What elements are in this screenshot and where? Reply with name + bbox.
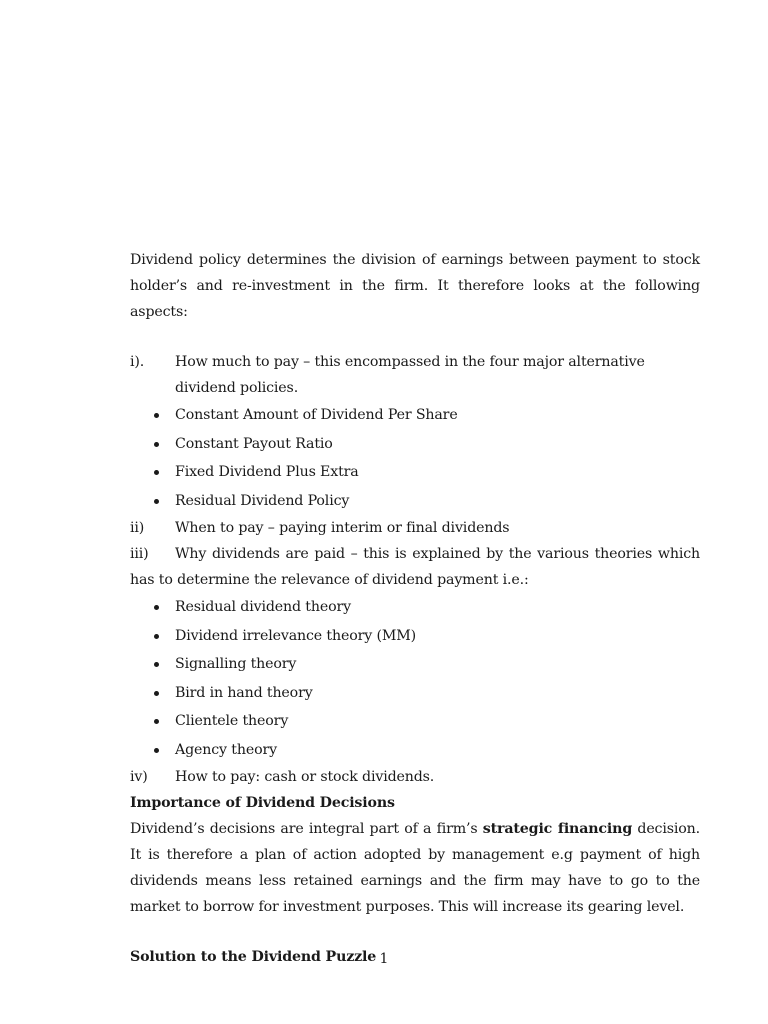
bullet-icon <box>154 413 159 418</box>
emphasis-text: strategic financing <box>482 821 633 837</box>
dividend-policies-list <box>130 401 700 515</box>
section-heading: Solution to the Dividend Puzzle <box>130 949 377 965</box>
section-heading: Importance of Dividend Decisions <box>130 795 395 811</box>
bullet-icon <box>154 442 159 447</box>
bullet-icon <box>154 605 159 610</box>
list-item: Constant Payout Ratio <box>130 430 700 459</box>
aspect-marker: ii) <box>130 520 145 536</box>
importance-paragraph: Dividend’s decisions are integral part of a firm’s strategic financing decision. It is therefore a plan of action adopted by management e.g payment of high dividends means less retained earnings and the firm may have to go to the market to borrow for investment purposes. This will increase its gearing level. <box>130 821 701 915</box>
aspect-item <box>130 541 700 593</box>
spacer <box>130 920 700 944</box>
aspect-marker: i). <box>130 354 145 370</box>
aspect-text: How much to pay – this encompassed in the four major alternative dividend policies. <box>175 354 645 396</box>
list-item: Constant Amount of Dividend Per Share <box>130 401 700 430</box>
page-number: 1 <box>379 951 389 967</box>
aspect-item <box>130 349 700 401</box>
aspect-item <box>130 515 700 541</box>
intro-paragraph: Dividend policy determines the division of earnings between payment to stock holder’s and re-investment in the firm. It therefore looks at the following aspects: <box>130 252 700 320</box>
aspect-text: How to pay: cash or stock dividends. <box>175 769 435 785</box>
list-item: Clientele theory <box>130 707 700 736</box>
dividend-theories-list <box>130 593 700 764</box>
document-body <box>130 247 700 970</box>
list-item: Bird in hand theory <box>130 679 700 708</box>
aspect-marker: iii) <box>130 546 149 562</box>
aspect-text: Why dividends are paid – this is explained by the various theories which has to determine the relevance of dividend payment i.e.: <box>130 546 700 588</box>
list-item: Residual dividend theory <box>130 593 700 622</box>
list-item: Agency theory <box>130 736 700 765</box>
list-item: Fixed Dividend Plus Extra <box>130 458 700 487</box>
bullet-icon <box>154 470 159 475</box>
bullet-icon <box>154 662 159 667</box>
bullet-icon <box>154 748 159 753</box>
bullet-icon <box>154 499 159 504</box>
aspect-item <box>130 764 700 790</box>
spacer <box>130 325 700 349</box>
aspect-text: When to pay – paying interim or final dividends <box>175 520 510 536</box>
list-item: Residual Dividend Policy <box>130 487 700 516</box>
aspect-marker: iv) <box>130 769 148 785</box>
list-item: Signalling theory <box>130 650 700 679</box>
bullet-icon <box>154 719 159 724</box>
bullet-icon <box>154 634 159 639</box>
list-item: Dividend irrelevance theory (MM) <box>130 622 700 651</box>
bullet-icon <box>154 691 159 696</box>
